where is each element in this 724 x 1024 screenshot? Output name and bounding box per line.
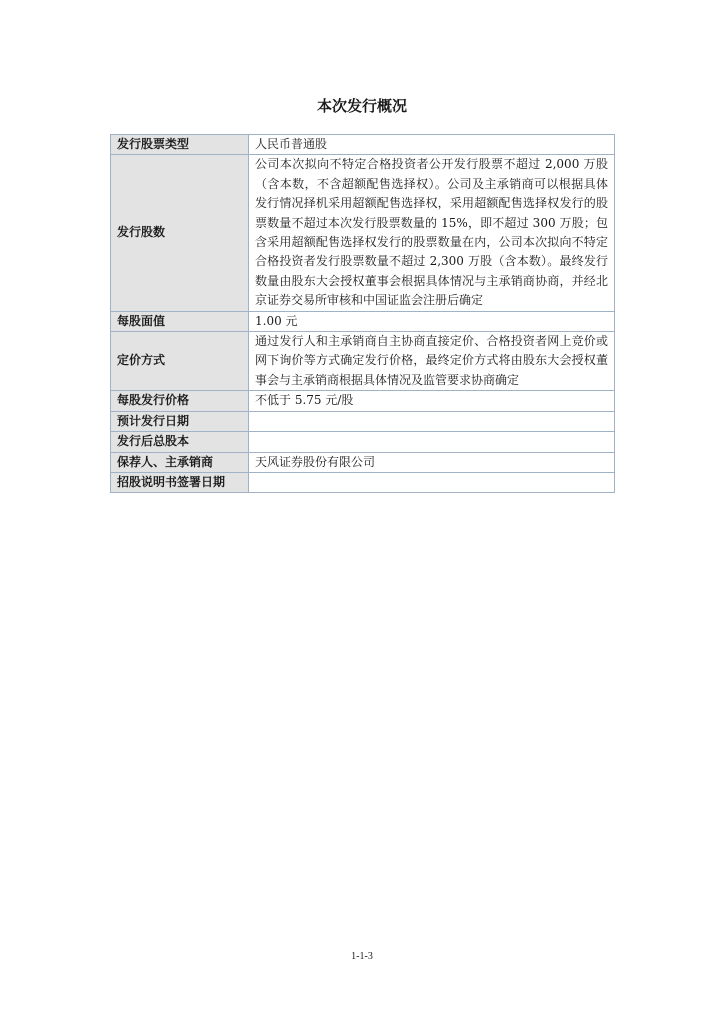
row-value: 公司本次拟向不特定合格投资者公开发行股票不超过 2,000 万股（含本数，不含超额配售选择权）。公司及主承销商可以根据具体发行情况择机采用超额配售选择权，采用超额配售选择权发行的股票数量不超过本次发行股票数量的 15%，即不超过 300 万股；包含采用超额配售选择权发行的股票数量在内，公司本次拟向不特定合格投资者发行股票数量不超过 2,300 万股（含本数）。最终发行数量由股东大会授权董事会根据具体情况与主承销商协商，并经北京证券交易所审核和中国证监会注册后确定 xyxy=(249,155,615,311)
row-label: 发行股数 xyxy=(111,155,249,311)
row-label: 保荐人、主承销商 xyxy=(111,452,249,472)
table-row xyxy=(111,432,615,452)
row-value xyxy=(249,411,615,431)
page-title: 本次发行概况 xyxy=(316,97,407,115)
row-value xyxy=(249,472,615,492)
row-label: 定价方式 xyxy=(111,332,249,391)
table-row xyxy=(111,411,615,431)
offering-overview-table xyxy=(110,134,615,493)
table-row xyxy=(111,391,615,411)
row-label: 发行后总股本 xyxy=(111,432,249,452)
page-number: 1-1-3 xyxy=(351,951,373,962)
table-row xyxy=(111,452,615,472)
table-row xyxy=(111,155,615,311)
row-label: 预计发行日期 xyxy=(111,411,249,431)
row-value xyxy=(249,432,615,452)
row-value: 不低于 5.75 元/股 xyxy=(249,391,615,411)
row-label: 招股说明书签署日期 xyxy=(111,472,249,492)
row-value: 1.00 元 xyxy=(249,311,615,331)
row-value: 人民币普通股 xyxy=(249,135,615,155)
row-value: 天风证券股份有限公司 xyxy=(249,452,615,472)
table-row xyxy=(111,311,615,331)
row-label: 每股面值 xyxy=(111,311,249,331)
table-row xyxy=(111,332,615,391)
row-value: 通过发行人和主承销商自主协商直接定价、合格投资者网上竞价或网下询价等方式确定发行价格，最终定价方式将由股东大会授权董事会与主承销商根据具体情况及监管要求协商确定 xyxy=(249,332,615,391)
table-row xyxy=(111,472,615,492)
row-label: 每股发行价格 xyxy=(111,391,249,411)
row-label: 发行股票类型 xyxy=(111,135,249,155)
table-row xyxy=(111,135,615,155)
